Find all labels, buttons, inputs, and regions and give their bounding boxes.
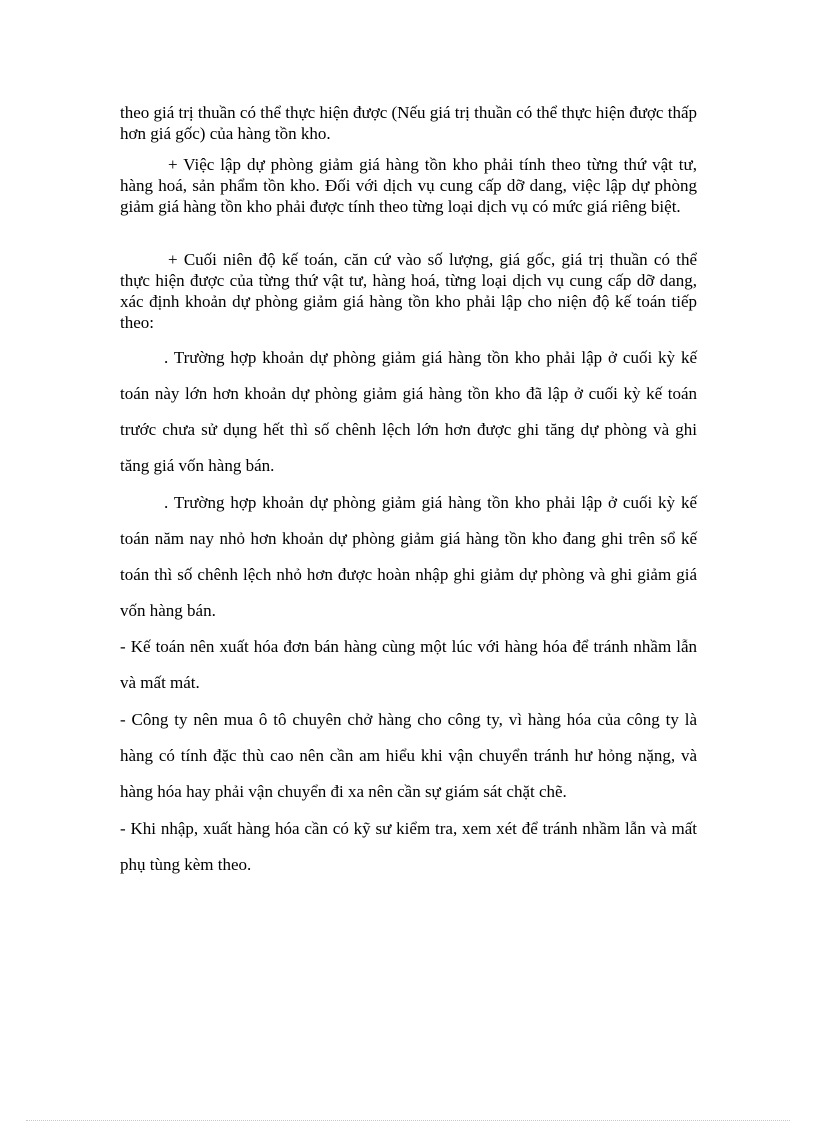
paragraph-6: - Kế toán nên xuất hóa đơn bán hàng cùng một lúc với hàng hóa để tránh nhầm lẫn và mất mát. xyxy=(120,637,697,692)
paragraph-2: + Việc lập dự phòng giảm giá hàng tồn kho phải tính theo từng thứ vật tư, hàng hoá, sản phẩm tồn kho. Đối với dịch vụ cung cấp dỡ dang, việc lập dự phòng giảm giá hàng tồn kho phải được tính theo từng loại dịch vụ có mức giá riêng biệt. xyxy=(120,155,697,216)
paragraph-1: theo giá trị thuần có thể thực hiện được (Nếu giá trị thuần có thể thực hiện được thấp hơn giá gốc) của hàng tồn kho. xyxy=(120,103,697,143)
paragraph-4: . Trường hợp khoản dự phòng giảm giá hàng tồn kho phải lập ở cuối kỳ kế toán này lớn hơn khoản dự phòng giảm giá hàng tồn kho đã lập ở cuối kỳ kế toán trước chưa sử dụng hết thì số chênh lệch lớn hơn được ghi tăng dự phòng và ghi tăng giá vốn hàng bán. xyxy=(120,348,697,475)
paragraph-5: . Trường hợp khoản dự phòng giảm giá hàng tồn kho phải lập ở cuối kỳ kế toán năm nay nhỏ hơn khoản dự phòng giảm giá hàng tồn kho đang ghi trên sổ kế toán thì số chênh lệch nhỏ hơn được hoàn nhập ghi giảm dự phòng và ghi giảm giá vốn hàng bán. xyxy=(120,493,697,620)
paragraph-3: + Cuối niên độ kế toán, căn cứ vào số lượng, giá gốc, giá trị thuần có thể thực hiện được của từng thứ vật tư, hàng hoá, từng loại dịch vụ cung cấp dỡ dang, xác định khoản dự phòng giảm giá hàng tồn kho phải lập cho niện độ kế toán tiếp theo: xyxy=(120,250,697,332)
paragraph-8: - Khi nhập, xuất hàng hóa cần có kỹ sư kiểm tra, xem xét để tránh nhầm lẫn và mất phụ tùng kèm theo. xyxy=(120,819,697,874)
page-bottom-divider xyxy=(26,1120,790,1121)
paragraph-7: - Công ty nên mua ô tô chuyên chở hàng cho công ty, vì hàng hóa của công ty là hàng có tính đặc thù cao nên cần am hiểu khi vận chuyển tránh hư hỏng nặng, và hàng hóa hay phải vận chuyển đi xa nên cần sự giám sát chặt chẽ. xyxy=(120,710,697,801)
